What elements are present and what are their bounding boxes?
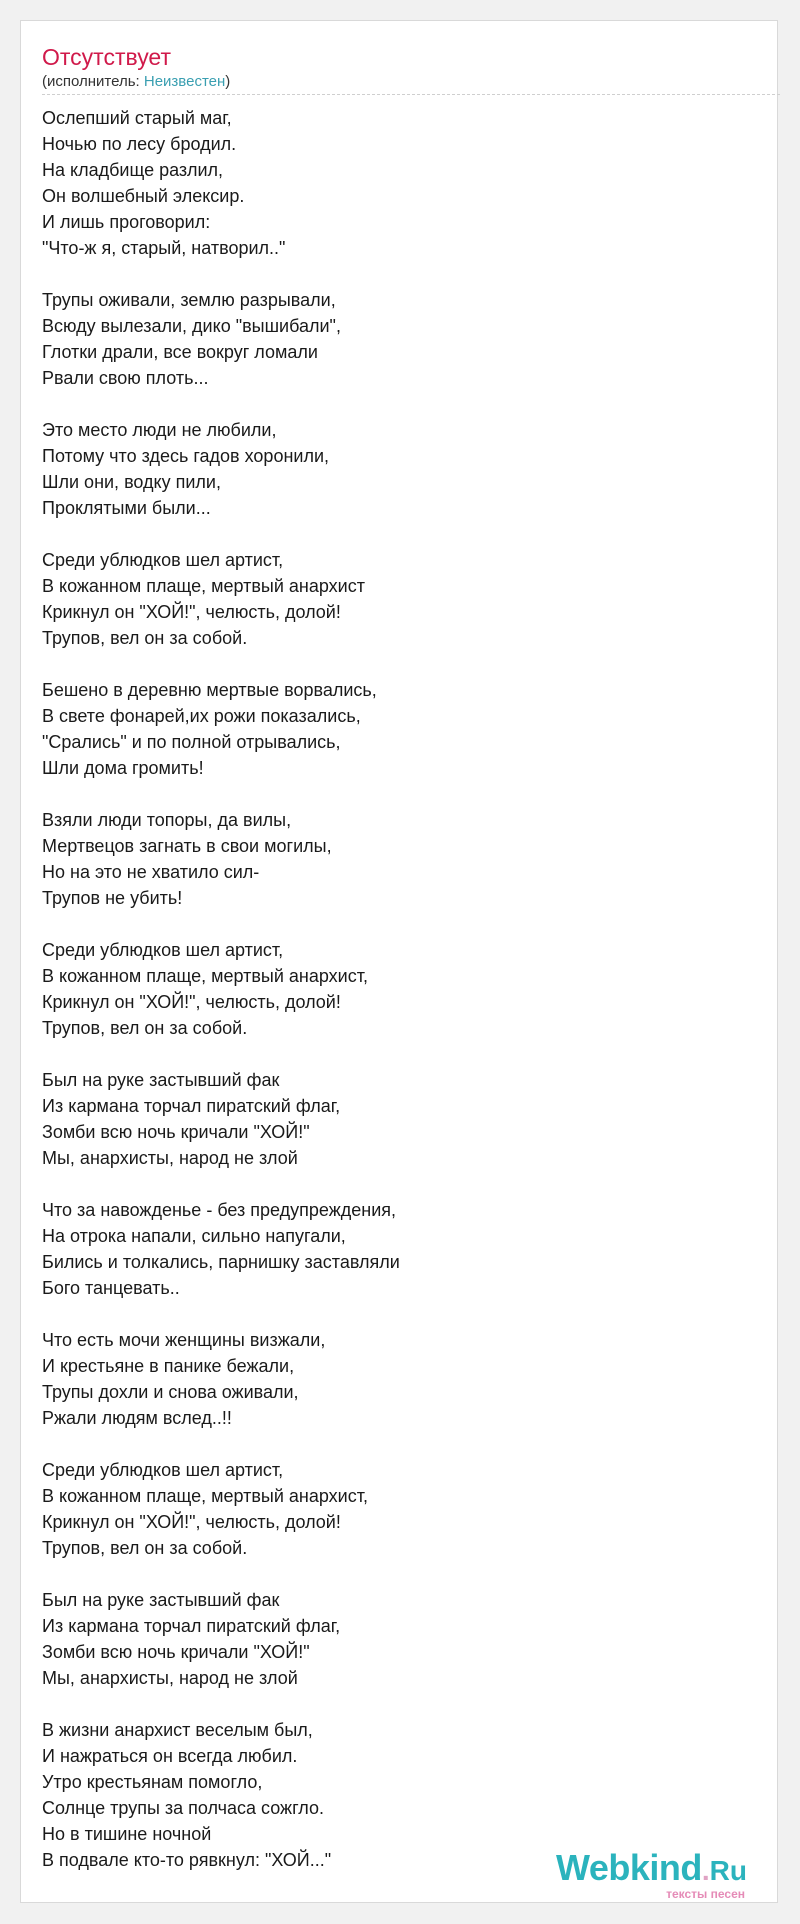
lyric-line: Потому что здесь гадов хоронили,	[42, 446, 330, 466]
lyric-line: Это место люди не любили,	[42, 420, 277, 440]
lyrics-stanza	[42, 807, 742, 911]
lyric-line: Бого танцевать..	[42, 1278, 180, 1298]
lyric-line: Проклятыми были...	[42, 498, 211, 518]
lyric-line: В жизни анархист веселым был,	[42, 1720, 313, 1740]
lyrics-stanza	[42, 1197, 742, 1301]
lyric-line: Был на руке застывший фак	[42, 1590, 280, 1610]
song-title: Отсутствует	[42, 44, 171, 70]
lyrics-stanza	[42, 1067, 742, 1171]
header-divider	[42, 94, 780, 95]
lyric-line: В подвале кто-то рявкнул: "ХОЙ..."	[42, 1850, 332, 1870]
lyric-line: Среди ублюдков шел артист,	[42, 940, 284, 960]
lyric-line: "Что-ж я, старый, натворил.."	[42, 238, 286, 258]
lyrics-stanza	[42, 417, 742, 521]
lyric-line: Бешено в деревню мертвые ворвались,	[42, 680, 377, 700]
lyric-line: В свете фонарей,их рожи показались,	[42, 706, 361, 726]
lyric-line: В кожанном плаще, мертвый анархист,	[42, 966, 368, 986]
lyric-line: Ослепший старый маг,	[42, 108, 232, 128]
artist-link[interactable]: Неизвестен	[143, 73, 226, 90]
lyric-line: Шли они, водку пили,	[42, 472, 221, 492]
lyric-line: На кладбище разлил,	[42, 160, 224, 180]
lyrics-card	[20, 20, 778, 1903]
lyric-line: Из кармана торчал пиратский флаг,	[42, 1096, 341, 1116]
logo-dot: .	[701, 1855, 710, 1886]
lyrics-stanza	[42, 547, 742, 651]
lyric-line: Зомби всю ночь кричали "ХОЙ!"	[42, 1122, 310, 1142]
lyric-line: Глотки драли, все вокруг ломали	[42, 342, 318, 362]
lyric-line: Что есть мочи женщины визжали,	[42, 1330, 326, 1350]
lyric-line: Взяли люди топоры, да вилы,	[42, 810, 292, 830]
lyric-line: Трупы оживали, землю разрывали,	[42, 290, 336, 310]
lyric-line: Бились и толкались, парнишку заставляли	[42, 1252, 400, 1272]
lyric-line: Из кармана торчал пиратский флаг,	[42, 1616, 341, 1636]
lyric-line: Среди ублюдков шел артист,	[42, 550, 284, 570]
lyric-line: Трупов, вел он за собой.	[42, 1018, 248, 1038]
lyric-line: На отрока напали, сильно напугали,	[42, 1226, 346, 1246]
artist-prefix: (исполнитель:	[42, 73, 144, 90]
lyrics-stanza	[42, 677, 742, 781]
lyrics-stanza	[42, 937, 742, 1041]
lyrics-stanza	[42, 287, 742, 391]
lyric-line: Был на руке застывший фак	[42, 1070, 280, 1090]
lyric-line: Трупов, вел он за собой.	[42, 628, 248, 648]
lyric-line: Трупов не убить!	[42, 888, 183, 908]
lyric-line: Но в тишине ночной	[42, 1824, 212, 1844]
lyric-line: И лишь проговорил:	[42, 212, 211, 232]
lyric-line: Что за навожденье - без предупреждения,	[42, 1200, 397, 1220]
lyric-line: Зомби всю ночь кричали "ХОЙ!"	[42, 1642, 310, 1662]
lyric-line: Трупов, вел он за собой.	[42, 1538, 248, 1558]
lyric-line: Мы, анархисты, народ не злой	[42, 1668, 298, 1688]
lyrics-stanza	[42, 1457, 742, 1561]
lyric-line: И нажраться он всегда любил.	[42, 1746, 298, 1766]
lyric-line: Крикнул он "ХОЙ!", челюсть, долой!	[42, 602, 341, 622]
artist-suffix: )	[225, 73, 231, 90]
lyric-line: Он волшебный элексир.	[42, 186, 245, 206]
webkind-logo[interactable]	[556, 1847, 747, 1901]
lyric-line: Ночью по лесу бродил.	[42, 134, 237, 154]
lyrics-stanza	[42, 1587, 742, 1691]
lyric-line: Ржали людям вслед..!!	[42, 1408, 232, 1428]
lyric-line: Солнце трупы за полчаса сожгло.	[42, 1798, 324, 1818]
lyric-line: Мы, анархисты, народ не злой	[42, 1148, 298, 1168]
logo-tagline: тексты песен	[666, 1887, 745, 1901]
lyric-line: Мертвецов загнать в свои могилы,	[42, 836, 332, 856]
lyrics-stanza	[42, 105, 742, 261]
lyric-line: Крикнул он "ХОЙ!", челюсть, долой!	[42, 992, 341, 1012]
lyric-line: Шли дома громить!	[42, 758, 204, 778]
lyric-line: Крикнул он "ХОЙ!", челюсть, долой!	[42, 1512, 341, 1532]
lyric-line: В кожанном плаще, мертвый анархист	[42, 576, 365, 596]
lyric-line: Но на это не хватило сил-	[42, 862, 260, 882]
logo-suffix: Ru	[709, 1855, 747, 1886]
logo-wordmark: Webkind	[556, 1847, 702, 1888]
lyrics-body	[42, 105, 742, 1899]
lyric-line: В кожанном плаще, мертвый анархист,	[42, 1486, 368, 1506]
artist-line	[42, 73, 230, 91]
lyric-line: Всюду вылезали, дико "вышибали",	[42, 316, 341, 336]
lyric-line: Рвали свою плоть...	[42, 368, 209, 388]
lyrics-stanza	[42, 1327, 742, 1431]
lyric-line: Среди ублюдков шел артист,	[42, 1460, 284, 1480]
lyric-line: Трупы дохли и снова оживали,	[42, 1382, 299, 1402]
lyric-line: Утро крестьянам помогло,	[42, 1772, 263, 1792]
lyric-line: И крестьяне в панике бежали,	[42, 1356, 295, 1376]
lyric-line: "Срались" и по полной отрывались,	[42, 732, 341, 752]
